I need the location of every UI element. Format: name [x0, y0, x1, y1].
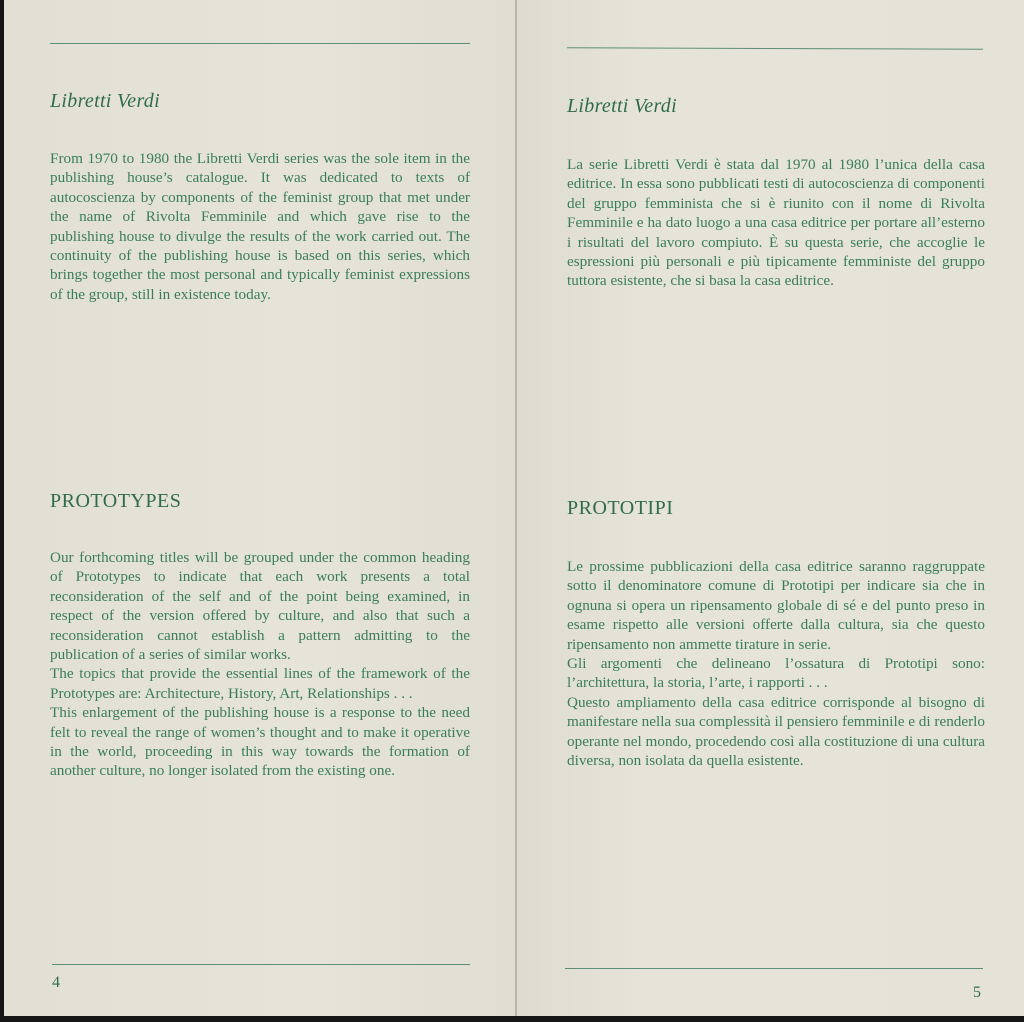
paragraph-text: This enlargement of the publishing house is a response to the need felt to reveal the range of women’s thought and to make it operative in the world, proceeding in this way towards the formation of another culture, no longer isolated from the existing one. [50, 704, 470, 780]
section-heading-prototipi: PROTOTIPI [567, 497, 674, 519]
page-number: 4 [52, 974, 60, 991]
prototipi-body [567, 557, 985, 770]
paragraph-text: Le prossime pubblicazioni della casa editrice saranno raggruppate sotto il denominatore comune di Prototipi per indicare sia che in ognuna si opera un ripensamento globale di sé e del punto preso in esame rispetto alle versioni offerte dalla cultura, sia che questo ripensamento non ammette tirature in serie. [567, 558, 985, 653]
bottom-rule [52, 964, 470, 965]
top-rule [567, 47, 983, 49]
section-title-libretti-verdi: Libretti Verdi [50, 90, 160, 112]
paragraph-text: La serie Libretti Verdi è stata dal 1970 al 1980 l’unica della casa editrice. In essa sono pubblicati testi di autocoscienza di componenti del gruppo femminista che si è riunito con il nome di Rivolta Femminile e ha dato luogo a una casa editrice per portare all’esterno i risultati del lavoro compiuto. È su questa serie, che accoglie le espressioni più personali e più tipicamente femministe del gruppo tuttora esistente, che si basa la casa editrice. [567, 156, 985, 290]
libretti-verdi-paragraph [50, 149, 470, 304]
top-rule [50, 43, 470, 44]
right-page [517, 0, 1024, 1016]
section-heading-prototypes: PROTOTYPES [50, 490, 182, 512]
prototypes-body [50, 548, 470, 781]
book-spread [4, 0, 1024, 1016]
left-page [4, 0, 515, 1016]
paragraph-text: Gli argomenti che delineano l’ossatura di Prototipi sono: l’architettura, la storia, l’arte, i rapporti . . . [567, 655, 985, 692]
libretti-verdi-paragraph [567, 155, 985, 291]
paragraph-text: Our forthcoming titles will be grouped under the common heading of Prototypes to indicate that each work presents a total reconsideration of the self and of the point being examined, in respect of the version offered by culture, and also that such a reconsideration cannot establish a pattern admitting to the publication of a series of similar works. [50, 549, 470, 664]
bottom-rule [565, 968, 983, 969]
paragraph-text: Questo ampliamento della casa editrice corrisponde al bisogno di manifestare nella sua complessità il pensiero femminile e di renderlo operante nel mondo, procedendo così alla costituzione di una cultura diversa, non isolata da quella esistente. [567, 693, 985, 770]
paragraph-text: From 1970 to 1980 the Libretti Verdi series was the sole item in the publishing house’s catalogue. It was dedicated to texts of autocoscienza by components of the feminist group that met under the name of Rivolta Femminile and which gave rise to the publishing house to divulge the results of the work carried out. The continuity of the publishing house is based on this series, which brings together the most personal and typically feminist expressions of the group, still in existence today. [50, 150, 470, 303]
section-title-libretti-verdi: Libretti Verdi [567, 95, 677, 117]
page-number: 5 [973, 984, 981, 1001]
paragraph-text: The topics that provide the essential lines of the framework of the Prototypes are: Architecture, History, Art, Relationships . . . [50, 665, 470, 702]
